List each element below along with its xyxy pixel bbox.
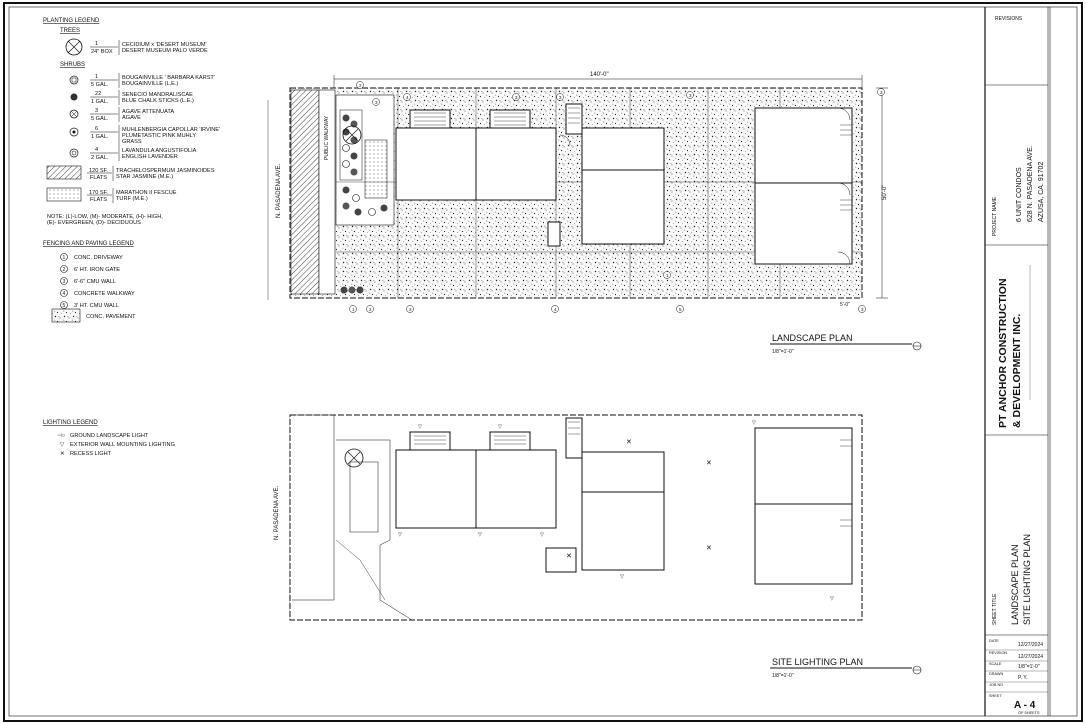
recess-light-icon: ✕: [60, 451, 65, 457]
shrub-common: BLUE CHALK STICKS (L.E.): [122, 98, 194, 104]
landscape-plan: [268, 72, 921, 355]
turf-area: [365, 140, 387, 198]
turf-dots-swatch: [47, 188, 81, 201]
ground-light-icon: ⊣○: [57, 433, 66, 439]
fencing-label: 3' HT. CMU WALL: [74, 303, 119, 309]
plan-key: 3: [861, 307, 864, 312]
shrub-name: AGAVE ATTENUATA: [122, 109, 175, 115]
paving-label: CONC. PAVEMENT: [86, 314, 136, 320]
site-lighting-plan-title: SITE LIGHTING PLAN: [772, 657, 864, 667]
plan-key: 1: [666, 273, 669, 278]
shrub-qty: 3: [95, 108, 99, 114]
shrub-qty: 6: [95, 126, 99, 132]
ground-qty: 170 SF.: [89, 190, 108, 196]
street-label: N. PASADENA AVE.: [274, 485, 280, 540]
shrub-name: MUHLENBERGIA CAPOLLAR 'IRVINE': [122, 127, 221, 133]
field-value-drawn: P. Y.: [1018, 675, 1028, 681]
fencing-key: 4: [62, 291, 66, 297]
fencing-label: CONC. DRIVEWAY: [74, 255, 123, 261]
tree-common: DESERT MUSEUM PALO VERDE: [122, 48, 208, 54]
shrub-size: 1 GAL.: [91, 134, 109, 140]
wall-light-icon: ▽: [498, 424, 502, 430]
recess-light-icon: ✕: [566, 553, 572, 560]
shrub-name: BOUGAINVILLE ' BARBARA KARST': [122, 75, 215, 81]
shrub-common: PLUMETASTIC PINK MUHLY: [122, 133, 197, 139]
site-lighting-plan-scale: 1/8"=1'-0": [772, 673, 794, 679]
dimension-width: 140'-0": [590, 72, 609, 78]
plan-key: 3: [409, 307, 412, 312]
fencing-legend: [43, 241, 136, 322]
project-name-label: PROJECT NAME: [992, 196, 998, 236]
shrub-size: 5 GAL.: [91, 116, 109, 122]
ground-common: TURF (M.E.): [116, 196, 148, 202]
senecio-symbol-icon: [71, 94, 78, 101]
sheet-number: A - 4: [1014, 700, 1036, 711]
street-label: N. PASADENA AVE.: [276, 163, 282, 218]
field-label: DATE: [989, 639, 999, 643]
firm-name-line-2: & DEVELOPMENT INC.: [1011, 313, 1023, 428]
wall-light-icon: ▽: [60, 442, 65, 448]
fencing-key: 1: [62, 255, 66, 261]
field-label: REVISION: [989, 651, 1008, 655]
paving-swatch: [52, 309, 80, 322]
fencing-key: 2: [62, 267, 66, 273]
fencing-key: 3: [62, 279, 66, 285]
plan-key: 5: [679, 307, 682, 312]
plan-key: 3: [559, 95, 562, 100]
trees-header: TREES: [60, 28, 81, 34]
lighting-label: GROUND LANDSCAPE LIGHT: [70, 433, 149, 439]
shrub-name: LAVANDULA ANGUSTIFOLIA: [122, 148, 197, 154]
lighting-label: EXTERIOR WALL MOUNTING LIGHTING: [70, 442, 175, 448]
plan-key: 2: [369, 307, 372, 312]
firm-name-line-1: PT ANCHOR CONSTRUCTION: [997, 278, 1009, 428]
dimension-setback: 5'-0": [840, 302, 850, 308]
lighting-legend-title: LIGHTING LEGEND: [43, 420, 98, 426]
shrub-size: 5 GAL.: [91, 82, 109, 88]
ground-common: STAR JASMINE (M.E.): [116, 174, 174, 180]
sheet-title-line-1: LANDSCAPE PLAN: [1010, 544, 1020, 625]
fencing-label: 6' HT. IRON GATE: [74, 267, 121, 273]
fencing-label: 6'-6" CMU WALL: [74, 279, 117, 285]
project-line-3: AZUSA, CA. 91702: [1038, 161, 1045, 222]
lighting-legend: [43, 420, 175, 457]
field-label: SCALE: [989, 662, 1002, 666]
shrub-common: ENGLISH LAVENDER: [122, 154, 178, 160]
fencing-item-3: [61, 278, 117, 286]
wall-light-icon: ▽: [398, 532, 402, 538]
sheet-title-line-2: SITE LIGHTING PLAN: [1022, 533, 1032, 625]
legend-note: NOTE: (L)-LOW, (M)- MODERATE, (H)- HIGH,: [47, 214, 163, 220]
wall-light-icon: ▽: [418, 424, 422, 430]
sheets-of: OF SHEETS: [1018, 711, 1040, 715]
revisions-label: REVISIONS: [995, 16, 1023, 22]
plan-key: 2: [359, 83, 362, 88]
shrub-common: BOUGAINVILLE (L.E.): [122, 81, 179, 87]
shrub-size: 2 GAL.: [91, 155, 109, 161]
lavender-symbol-icon: [70, 149, 78, 157]
recess-light-icon: ✕: [706, 460, 712, 467]
ground-name: TRACHELOSPERMUM JASMINOIDES: [116, 168, 215, 174]
plan-key: 4: [554, 307, 557, 312]
plan-key: 3: [515, 95, 518, 100]
wall-light-icon: ▽: [620, 574, 624, 580]
shrub-qty: 1: [95, 74, 99, 80]
recess-light-icon: ✕: [706, 545, 712, 552]
ground-qty: 120 SF.: [89, 168, 108, 174]
wall-light-icon: ▽: [478, 532, 482, 538]
shrub-common: GRASS: [122, 139, 142, 145]
field-value-revision: 12/27/2024: [1018, 654, 1044, 660]
ground-name: MARATHON II FESCUE: [116, 190, 177, 196]
plan-key: 3: [689, 93, 692, 98]
ground-size: FLATS: [90, 175, 107, 181]
ground-size: FLATS: [90, 197, 107, 203]
fencing-item-5: [61, 302, 120, 310]
shrub-common: AGAVE: [122, 115, 141, 121]
lighting-label: RECESS LIGHT: [70, 451, 112, 457]
dimension-depth: 50'-0": [882, 184, 888, 200]
fencing-item-1: [61, 254, 124, 262]
shrub-qty: 22: [95, 91, 102, 97]
recess-light-icon: ✕: [626, 439, 632, 446]
site-lighting-plan: [274, 415, 921, 679]
project-line-1: 6 UNIT CONDOS: [1016, 167, 1023, 222]
planting-legend: [43, 18, 220, 226]
wall-light-icon: ▽: [830, 596, 834, 602]
shrub-size: 1 GAL.: [91, 99, 109, 105]
fencing-legend-title: FENCING AND PAVING LEGEND: [43, 241, 134, 247]
title-block: [985, 7, 1050, 716]
jasmine-planter: [291, 90, 319, 294]
landscape-plan-scale: 1/8"=1'-0": [772, 349, 794, 355]
shrub-name: SENECIO MANDRALISCAE: [122, 92, 193, 98]
tree-size: 24" BOX: [91, 49, 113, 55]
planting-legend-title: PLANTING LEGEND: [43, 18, 100, 24]
plan-key: 3: [375, 100, 378, 105]
fencing-label: CONCRETE WALKWAY: [74, 291, 135, 297]
jasmine-hatch-swatch: [47, 166, 81, 179]
tree-name: CECIDIUM x 'DESERT MUSEUM': [122, 42, 207, 48]
plan-key: 3: [880, 90, 883, 95]
sheet-title-label: SHEET TITLE: [992, 593, 998, 625]
landscape-plan-title: LANDSCAPE PLAN: [772, 333, 853, 343]
field-label: JOB NO.: [989, 683, 1005, 687]
shrubs-header: SHRUBS: [60, 62, 86, 68]
walkway-label: PUBLIC WALKWAY: [324, 115, 330, 160]
legend-note: (E)- EVERGREEN, (D)- DECIDUOUS: [47, 220, 141, 226]
field-value-date: 12/27/2024: [1018, 642, 1044, 648]
bougainvillea-symbol-icon: [70, 76, 78, 84]
field-value-scale: 1/8"=1'-0": [1018, 664, 1040, 670]
project-line-2: 628 N. PASADENA AVE.: [1027, 145, 1034, 222]
fencing-item-2: [61, 266, 121, 274]
fencing-item-4: [61, 290, 135, 298]
wall-light-icon: ▽: [752, 420, 756, 426]
wall-light-icon: ▽: [540, 532, 544, 538]
fencing-key: 5: [62, 303, 66, 309]
field-label: DRAWN: [989, 672, 1004, 676]
tree-qty: 1: [95, 41, 99, 47]
sheet-number-label: SHEET: [989, 694, 1002, 698]
plan-key: 1: [352, 307, 355, 312]
title-block-fields: [985, 639, 1048, 692]
shrub-qty: 4: [95, 147, 99, 153]
plan-key: 4: [406, 95, 409, 100]
